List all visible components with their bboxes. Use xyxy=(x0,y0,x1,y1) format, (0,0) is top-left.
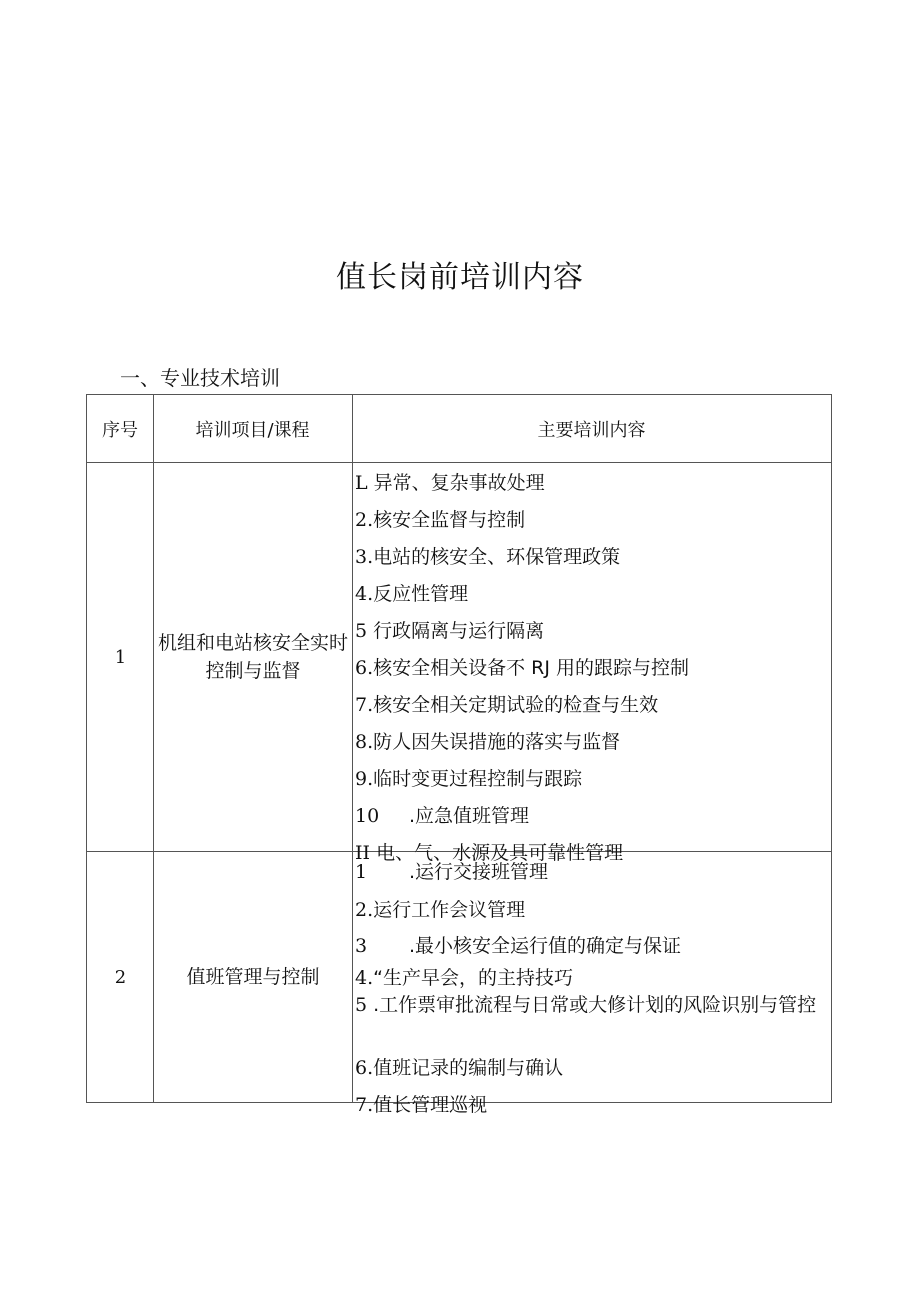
training-table xyxy=(86,394,832,1116)
item-text: 运行工作会议管理 xyxy=(373,899,526,921)
list-item xyxy=(355,990,821,1020)
item-text: 电、气、水源及具可靠性管理 xyxy=(376,842,624,864)
list-item xyxy=(355,898,525,922)
item-text: 异常、复杂事故处理 xyxy=(373,472,545,494)
header-seq: 序号 xyxy=(102,419,138,441)
list-item xyxy=(355,582,468,606)
row-1-seq: 1 xyxy=(114,646,127,668)
list-item xyxy=(355,730,620,754)
list-item xyxy=(355,656,689,680)
list-item xyxy=(355,1056,563,1080)
list-item xyxy=(355,804,529,828)
item-text: .运行交接班管理 xyxy=(409,861,549,883)
item-number: 7. xyxy=(355,694,374,716)
list-item xyxy=(355,934,681,958)
row-2-content xyxy=(353,852,831,1116)
list-item xyxy=(355,619,544,643)
item-text: .工作票审批流程与日常或大修计划的风险识别与管控 xyxy=(373,994,817,1016)
list-item xyxy=(355,508,525,532)
item-number: 7. xyxy=(355,1094,374,1116)
row-1-course: 机组和电站核安全实时控制与监督 xyxy=(157,632,348,682)
header-content: 主要培训内容 xyxy=(537,419,646,441)
item-number: 6. xyxy=(355,1057,374,1079)
list-item xyxy=(355,471,545,495)
item-number: 3. xyxy=(355,546,374,568)
item-text: “生产早会，的主持技巧 xyxy=(373,967,573,989)
list-item xyxy=(355,860,548,884)
item-number: 5 xyxy=(355,620,368,642)
row-1-content xyxy=(353,463,831,864)
item-text: 核安全相关定期试验的检查与生效 xyxy=(373,694,659,716)
section-heading: 一、专业技术培训 xyxy=(120,366,280,390)
row-2-seq: 2 xyxy=(114,966,127,988)
item-text: 行政隔离与运行隔离 xyxy=(373,620,545,642)
item-number: 2. xyxy=(355,899,374,921)
item-number: 6. xyxy=(355,657,374,679)
item-number: 10 xyxy=(355,805,380,827)
document-title: 值长岗前培训内容 xyxy=(336,260,584,295)
item-text: 核安全相关设备不 RJ 用的跟踪与控制 xyxy=(373,657,690,679)
item-number: 8. xyxy=(355,731,374,753)
item-number: L xyxy=(355,472,368,494)
list-item xyxy=(355,1093,487,1117)
row-2-course: 值班管理与控制 xyxy=(186,966,320,988)
item-text: 电站的核安全、环保管理政策 xyxy=(373,546,621,568)
item-number: 4. xyxy=(355,583,374,605)
item-text: 值班记录的编制与确认 xyxy=(373,1057,564,1079)
item-number: 3 xyxy=(355,935,368,957)
item-text: .最小核安全运行值的确定与保证 xyxy=(409,935,682,957)
item-text: 防人因失误措施的落实与监督 xyxy=(373,731,621,753)
item-number: 2. xyxy=(355,509,374,531)
item-text: 值长管理巡视 xyxy=(373,1094,488,1116)
item-number: 9. xyxy=(355,768,374,790)
item-text: 核安全监督与控制 xyxy=(373,509,526,531)
item-number: 4. xyxy=(355,967,374,989)
item-text: 反应性管理 xyxy=(373,583,469,605)
list-item xyxy=(355,545,620,569)
item-number: 5 xyxy=(355,994,368,1016)
list-item xyxy=(355,966,573,990)
item-text: 临时变更过程控制与跟踪 xyxy=(373,768,583,790)
list-item xyxy=(355,767,582,791)
item-text: .应急值班管理 xyxy=(409,805,530,827)
item-number: 1 xyxy=(355,861,368,883)
header-course: 培训项目/课程 xyxy=(195,419,310,441)
list-item xyxy=(355,693,658,717)
item-number: II xyxy=(355,842,371,864)
